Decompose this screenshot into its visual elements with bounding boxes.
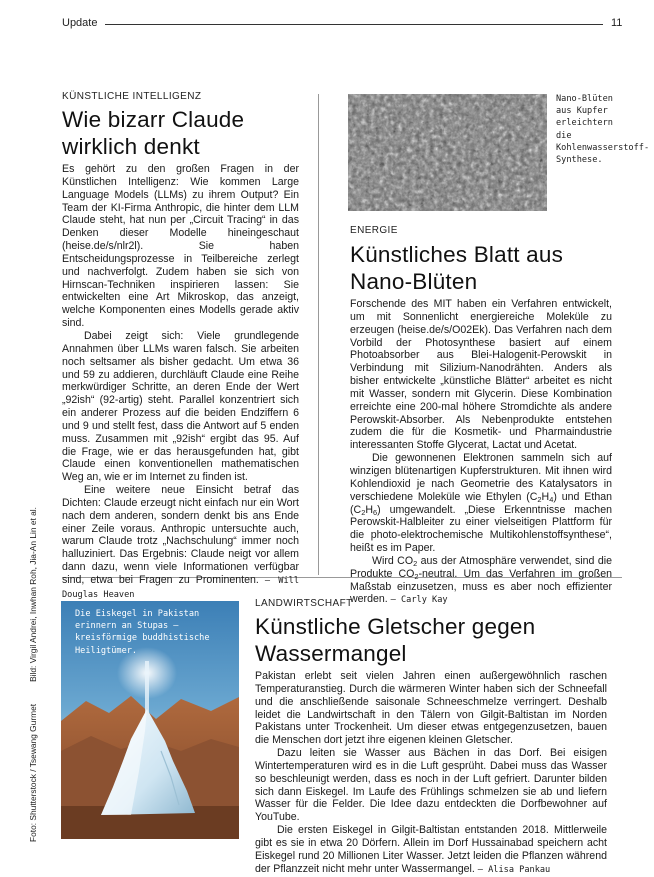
article1-paragraph: Es gehört zu den großen Fragen in der Künstlichen Intelligenz: Wie kommen Large Language Models (LLMs) zu ihrem Output? Ein Team der KI-Firma Anthropic, die hinter dem LLM Claude steht, hat nun per „Circuit Tracing“ in das Denken dieser Modelle hineingeschaut (heise.de/s/nlr2l). Sie haben Entscheidungsprozesse in Teilbereiche zerlegt und nachverfolgt. Zudem haben sie sich von Hirnscan-Techniken inspirieren lassen: Sie entwickelten eine Art Mikroskop, das anzeigt, welche Komponenten eines Modells gerade aktiv sind. [62, 163, 299, 330]
article2-title: Künstliches Blatt aus Nano-Blüten [350, 242, 564, 294]
article1-author: – Will Douglas Heaven [62, 576, 300, 600]
article3-title: Künstliche Gletscher gegen Wassermangel [255, 614, 536, 666]
article3-paragraph: Die ersten Eiskegel in Gilgit-Baltistan entstanden 2018. Mittlerweile gibt es sie in etwa 20 Dörfern. Allein im Dorf Hussainabad speichern acht Eiskegel rund 20 Millionen Liter Wasser. Jetzt leiden die Pflanzen während der Pflanzzeit nicht mehr unter Wassermangel. – Alisa Pankau [255, 824, 607, 875]
article3-paragraph: Dazu leiten sie Wasser aus Bächen in das Dorf. Bei eisigen Wintertemperaturen wird es in die Luft gesprüht. Dabei muss das Wasser so beschleunigt werden, dass es noch in der Luft gefriert. Darunter bilden sich dann Eiskegel. Im Laufe des Frühlings schmelzen sie ab und liefern Wasser für die Felder. Die Idee dazu entdeckten die Dorfbewohner auf YouTube. [255, 747, 607, 824]
article1-paragraph: Eine weitere neue Einsicht betraf das Dichten: Claude erzeugt nicht einfach nur ein Wort nach dem anderen, sondern denkt bis ans Ende einer Zeile voraus. Anthropic untersuchte auch, warum Claude trotz „Nachschulung“ immer noch halluziniert. Das Ergebnis: Claude neigt vor allem dann dazu, wenn viele Informationen verfügbar sind, etwa bei Fragen zu Prominenten. – Will Douglas Heaven [62, 484, 300, 600]
nano-flower-caption: Nano-Blüten aus Kupfer erleichtern die Kohlenwasserstoff-Synthese. [556, 94, 650, 166]
article3-paragraph: Pakistan erlebt seit vielen Jahren einen außergewöhnlich raschen Temperaturanstieg. Durch die wärmeren Winter haben sich der Schneefall und die anschließende saisonale Schneeschmelze verringert. Deshalb leidet die Landwirtschaft in den Tälern von Gilgit-Baltistan im Norden Pakistans unter Trockenheit. Um dieser etwas entgegenzusetzen, bauen die Menschen dort jetzt ihre eigenen kleinen Gletscher. [255, 670, 607, 747]
article2-paragraph: Wird $CO_2$ aus der Atmosphäre verwendet, sind die Produkte $CO_2$-neutral. Um das Verfahren im großen Maßstab einzusetzen, muss es aber noch effizienter werden. – Carly Kay [350, 554, 612, 606]
article2-kicker: ENERGIE [350, 225, 398, 236]
column-divider [318, 94, 319, 575]
article3-body [255, 670, 607, 877]
image-credits [28, 485, 38, 842]
ice-stupa-caption: Die Eiskegel in Pakistan erinnern an Stupas – kreisförmige buddhistische Heiligtümer. [75, 609, 210, 656]
article3-kicker: LANDWIRTSCHAFT [255, 598, 353, 609]
article2-paragraph: Forschende des MIT haben ein Verfahren entwickelt, um mit Sonnenlicht energiereiche Moleküle zu erzeugen (heise.de/s/O02Ek). Das Verfahren nach dem Vorbild der Photosynthese basiert auf einem Photoabsorber aus Blei-Halogenit-Perowskit in Verbindung mit Silizium-Nanodrähten. Anders als bisher entwickelte „künstliche Blätter“ arbeitet es nicht mit Wasser, sondern mit Glycerin. Diese Kombination erreichte eine 200-mal höhere Stromdichte als andere Perowskit-Absorber. Als Nebenprodukte entstehen zudem die für die Kosmetik- und Pharmaindustrie interessanten Stoffe Glycerat, Lactat und Acetat. [350, 298, 612, 452]
page-number: 11 [611, 17, 623, 29]
header-rule [105, 24, 603, 25]
article1-paragraph: Dabei zeigt sich: Viele grundlegende Annahmen über LLMs waren falsch. Sie arbeiten noch seltsamer als bisher gedacht. Um etwa 36 und 59 zu addieren, durchläuft Claude eine Reihe merkwürdiger Schritte, an deren Ende der Wert „92ish“ (92-artig) steht. Parallel konzentriert sich ein anderer Prozess auf die beiden Endziffern 6 und 9 und stellt fest, dass die Antwort auf 5 enden muss. Zusammen mit „92ish“ ergibt das 95. Auf die Frage, wie er das herausgefunden hat, gibt Claude einen konventionellen mathematischen Weg an, wie er im Internet zu finden ist. [62, 329, 299, 484]
image-credit: Bild: Virgil Andrei, Inwhan Roh, Jia-An Lin et al. [28, 507, 38, 682]
article1-body [62, 163, 299, 602]
article1-title: Wie bizarr Claude wirklich denkt [62, 107, 245, 159]
article2-author: – Carly Kay [390, 595, 448, 606]
nano-flower-image [348, 94, 547, 211]
article2-paragraph: Die gewonnenen Elektronen sammeln sich auf winzigen blütenartigen Kupferstrukturen. Mit ihnen wird Kohlendioxid je nach Geometrie des Katalysators in verschiedene Moleküle wie Ethylen $(C_2H_4)$ und Ethan $(C_2H_6)$ umgewandelt. „Diese Erkenntnisse machen Perowskit-Halbleiter zu einer vielseitigen Plattform für die photo-elektrochemische Multikohlenstoffsynthese“, heißt es im Paper. [350, 452, 612, 555]
section-label: Update [62, 17, 98, 29]
photo-credit: Foto: Shutterstock / Tsewang Gurmet [28, 703, 38, 842]
article3-author: – Alisa Pankau [477, 864, 551, 875]
article2-body [350, 298, 612, 607]
article1-kicker: KÜNSTLICHE INTELLIGENZ [62, 91, 202, 102]
